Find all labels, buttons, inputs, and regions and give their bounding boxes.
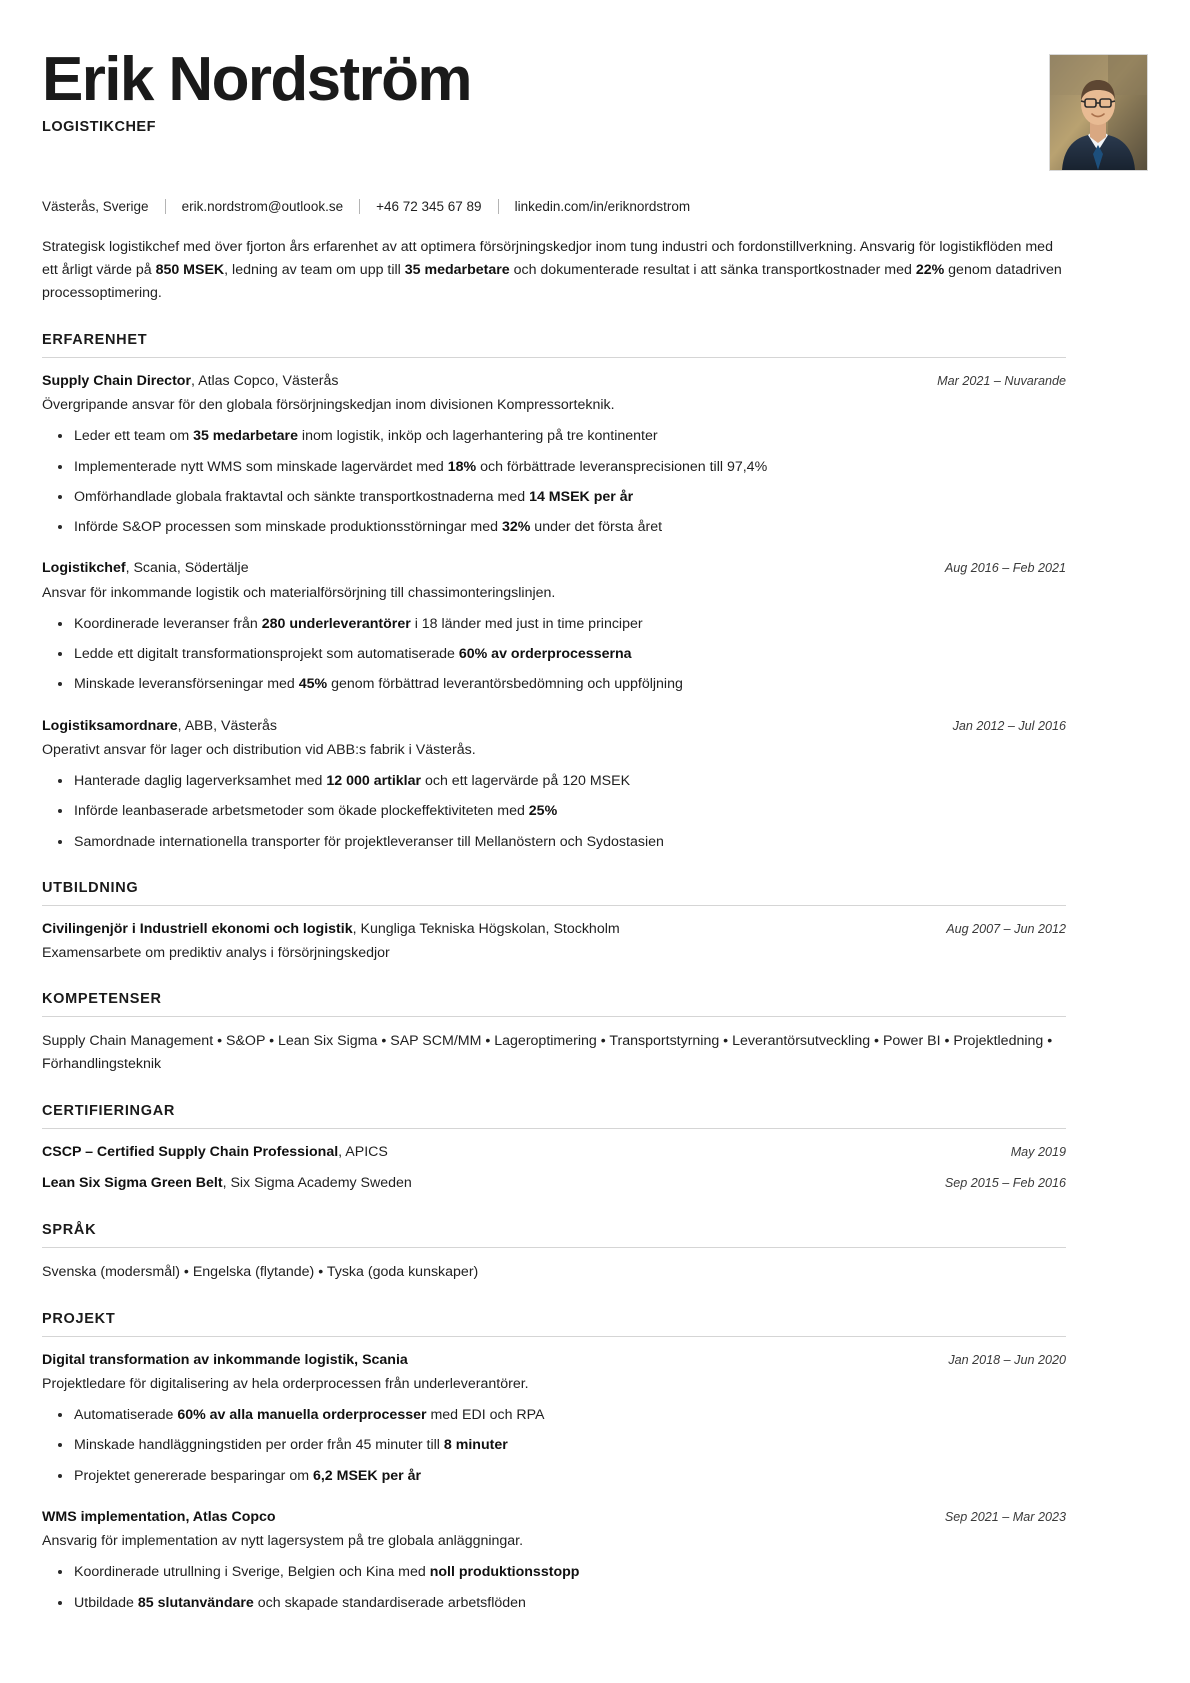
bullet-list	[42, 426, 1066, 538]
project-entry	[42, 1350, 1066, 1487]
entry-heading	[42, 716, 277, 737]
contact-location: Västerås, Sverige	[42, 199, 149, 214]
certifications-list	[42, 1142, 1066, 1195]
bullet-list	[42, 1562, 1066, 1614]
bullet-text: Koordinerade leveranser från	[74, 615, 262, 632]
bullet-text-tail: genom förbättrad leverantörsbedömning och uppföljning	[327, 676, 683, 693]
entry-header-row	[42, 1142, 1066, 1163]
school-name: , Kungliga Tekniska Högskolan, Stockholm	[352, 920, 620, 937]
experience-entry	[42, 558, 1066, 695]
bullet-item	[74, 1562, 1066, 1583]
bullet-highlight: 35 medarbetare	[193, 428, 298, 445]
section-divider	[42, 357, 1066, 358]
bullet-highlight: 85 slutanvändare	[137, 1594, 254, 1611]
bullet-text: Ledde ett digitalt transformationsprojekt som automatiserade	[74, 646, 459, 663]
skills-list: Supply Chain Management • S&OP • Lean Six Sigma • SAP SCM/MM • Lageroptimering • Transportstyrning • Leverantörsutveckling • Power BI • Projektledning • Förhandlingsteknik	[42, 1033, 1053, 1073]
contact-divider	[359, 199, 360, 214]
education-list	[42, 919, 1066, 964]
summary-highlight-1: 850 MSEK	[155, 262, 225, 278]
project-name: WMS implementation, Atlas Copco	[42, 1508, 276, 1525]
bullet-text: Införde S&OP processen som minskade produktionsstörningar med	[74, 519, 502, 536]
bullet-text-tail: och ett lagervärde på 120 MSEK	[421, 772, 631, 789]
bullet-item	[74, 426, 1066, 447]
project-entry	[42, 1507, 1066, 1614]
bullet-text: Omförhandlade globala fraktavtal och sänkte transportkostnaderna med	[74, 488, 530, 505]
education-entry	[42, 919, 1066, 964]
bullet-item	[74, 674, 1066, 695]
entry-header-row	[42, 716, 1066, 737]
section-experience	[42, 332, 1066, 853]
entry-date: Jan 2018 – Jun 2020	[948, 1352, 1066, 1367]
bullet-highlight: 12 000 artiklar	[326, 772, 422, 789]
employer: , Scania, Södertälje	[125, 560, 249, 577]
page-title: Erik Nordström	[42, 45, 471, 114]
bullet-item	[74, 517, 1066, 538]
entry-date: Sep 2015 – Feb 2016	[944, 1176, 1066, 1191]
entry-description: Examensarbete om prediktiv analys i försörjningskedjor	[42, 945, 390, 962]
bullet-item	[74, 801, 1066, 822]
certification-issuer: , Six Sigma Academy Sweden	[222, 1175, 412, 1192]
languages-list: Svenska (modersmål) • Engelska (flytande) • Tyska (goda kunskaper)	[42, 1263, 479, 1280]
bullet-item	[74, 1405, 1066, 1426]
contact-linkedin[interactable]: linkedin.com/in/eriknordstrom	[514, 199, 691, 214]
bullet-text-tail: och förbättrade leveransprecisionen till 97,4%	[476, 458, 768, 475]
section-title-certifications: CERTIFIERINGAR	[42, 1103, 176, 1120]
resume-header	[42, 44, 1066, 171]
section-projects	[42, 1311, 1066, 1614]
bullet-text-tail: med EDI och RPA	[426, 1407, 545, 1424]
bullet-highlight: 25%	[528, 803, 558, 820]
project-name: Digital transformation av inkommande logistik, Scania	[42, 1351, 408, 1368]
bullet-text: Koordinerade utrullning i Sverige, Belgien och Kina med	[74, 1564, 430, 1581]
entry-heading	[42, 558, 249, 579]
employer: , Atlas Copco, Västerås	[191, 373, 339, 389]
section-skills	[42, 991, 1066, 1076]
bullet-text: Minskade leveransförseningar med	[74, 676, 299, 693]
certification-name: Lean Six Sigma Green Belt	[42, 1175, 223, 1192]
bullet-item	[74, 644, 1066, 665]
bullet-highlight: 280 underleverantörer	[261, 615, 411, 632]
section-certifications	[42, 1103, 1066, 1195]
entry-date: Aug 2007 – Jun 2012	[946, 921, 1066, 936]
entry-header-row	[42, 1507, 1066, 1528]
section-divider	[42, 1336, 1066, 1337]
bullet-highlight: 14 MSEK per år	[529, 488, 634, 505]
bullet-text-tail: och skapade standardiserade arbetsflöden	[253, 1594, 526, 1611]
job-role: Logistikchef	[42, 560, 126, 577]
bullet-item	[74, 457, 1066, 478]
bullet-item	[74, 1593, 1066, 1614]
summary-highlight-2: 35 medarbetare	[404, 262, 510, 278]
section-title-experience: ERFARENHET	[42, 332, 148, 348]
contact-divider	[165, 199, 166, 214]
entry-header-row	[42, 1173, 1066, 1194]
degree-name: Civilingenjör i Industriell ekonomi och logistik	[42, 920, 353, 937]
bullet-highlight: 45%	[298, 676, 328, 693]
contact-email[interactable]: erik.nordstrom@outlook.se	[181, 199, 344, 214]
entry-date: Jan 2012 – Jul 2016	[952, 718, 1066, 733]
job-role: Logistiksamordnare	[42, 717, 178, 734]
entry-description: Övergripande ansvar för den globala försörjningskedjan inom divisionen Kompressorteknik.	[42, 397, 615, 414]
entry-heading	[42, 919, 620, 940]
summary-text-2: , ledning av team om upp till	[224, 262, 405, 278]
entry-date: Sep 2021 – Mar 2023	[944, 1509, 1066, 1524]
bullet-text: Implementerade nytt WMS som minskade lagervärdet med	[74, 458, 448, 475]
section-title-projects: PROJEKT	[42, 1310, 116, 1327]
bullet-text: Införde leanbaserade arbetsmetoder som ökade plockeffektiviteten med	[74, 803, 529, 820]
entry-description: Projektledare för digitalisering av hela orderprocessen från underleverantörer.	[42, 1376, 529, 1393]
bullet-item	[74, 832, 1066, 853]
summary-highlight-3: 22%	[915, 262, 945, 278]
bullet-item	[74, 487, 1066, 508]
bullet-list	[42, 614, 1066, 696]
section-divider	[42, 1128, 1066, 1129]
entry-header-row	[42, 919, 1066, 940]
summary-text-1: Strategisk logistikchef med över fjorton års erfarenhet av att optimera försörjningskedjor inom tung industri och fordonstillverkning. Ansvarig för logistikflöden med ett årligt värde på	[42, 239, 1053, 278]
section-title-languages: SPRÅK	[42, 1221, 97, 1238]
bullet-text-tail: i 18 länder med just in time principer	[410, 615, 643, 632]
entry-heading	[42, 1507, 276, 1528]
contact-divider	[498, 199, 499, 214]
entry-heading	[42, 1142, 388, 1163]
section-title-skills: KOMPETENSER	[42, 991, 162, 1008]
section-education	[42, 880, 1066, 964]
bullet-item	[74, 1466, 1066, 1487]
bullet-highlight: noll produktionsstopp	[429, 1564, 580, 1581]
job-role: Supply Chain Director	[42, 373, 191, 389]
bullet-text: Utbildade	[74, 1594, 138, 1611]
section-languages	[42, 1222, 1066, 1284]
bullet-highlight: 6,2 MSEK per år	[312, 1467, 421, 1484]
entry-heading	[42, 1350, 408, 1371]
bullet-text: Projektet genererade besparingar om	[74, 1467, 313, 1484]
entry-heading	[42, 371, 338, 392]
entry-date: Mar 2021 – Nuvarande	[937, 374, 1066, 388]
experience-entry	[42, 716, 1066, 853]
bullet-list	[42, 771, 1066, 853]
bullet-highlight: 60% av orderprocesserna	[458, 646, 632, 663]
bullet-text: Samordnade internationella transporter för projektleveranser till Mellanöstern och Sydostasien	[74, 833, 664, 850]
profile-summary	[42, 236, 1066, 305]
entry-description: Operativt ansvar för lager och distribution vid ABB:s fabrik i Västerås.	[42, 741, 476, 758]
entry-date: May 2019	[1010, 1145, 1066, 1160]
bullet-text-tail: under det första året	[530, 519, 663, 536]
contact-bar	[42, 199, 1066, 214]
section-divider	[42, 1016, 1066, 1017]
section-title-education: UTBILDNING	[42, 879, 139, 896]
bullet-text: Automatiserade	[74, 1407, 178, 1424]
entry-heading	[42, 1173, 412, 1194]
bullet-highlight: 32%	[501, 519, 531, 536]
projects-list	[42, 1350, 1066, 1614]
bullet-highlight: 60% av alla manuella orderprocesser	[177, 1407, 427, 1424]
entry-header-row	[42, 1350, 1066, 1371]
contact-phone[interactable]: +46 72 345 67 89	[376, 199, 482, 214]
summary-text-4: genom datadriven processoptimering.	[42, 262, 1062, 301]
entry-date: Aug 2016 – Feb 2021	[944, 561, 1066, 576]
certification-issuer: , APICS	[338, 1144, 388, 1161]
experience-entry	[42, 371, 1066, 538]
bullet-highlight: 18%	[447, 458, 477, 475]
bullet-highlight: 8 minuter	[443, 1437, 508, 1454]
bullet-text-tail: inom logistik, inköp och lagerhantering på tre kontinenter	[297, 428, 658, 445]
bullet-text: Leder ett team om	[74, 428, 194, 445]
certification-entry	[42, 1142, 1066, 1163]
entry-header-row	[42, 371, 1066, 392]
bullet-text: Hanterade daglig lagerverksamhet med	[74, 772, 327, 789]
entry-header-row	[42, 558, 1066, 579]
portrait-photo-icon	[1050, 55, 1147, 170]
employer: , ABB, Västerås	[177, 717, 277, 734]
entry-description: Ansvarig för implementation av nytt lagersystem på tre globala anläggningar.	[42, 1533, 524, 1550]
summary-text-3: och dokumenterade resultat i att sänka transportkostnader med	[509, 262, 916, 278]
bullet-item	[74, 614, 1066, 635]
bullet-text: Minskade handläggningstiden per order från 45 minuter till	[74, 1437, 444, 1454]
job-title: LOGISTIKCHEF	[42, 119, 156, 136]
section-divider	[42, 1247, 1066, 1248]
bullet-item	[74, 1435, 1066, 1456]
avatar	[1049, 54, 1148, 171]
header-text-block	[42, 44, 1049, 135]
bullet-list	[42, 1405, 1066, 1487]
certification-name: CSCP – Certified Supply Chain Professional	[42, 1144, 339, 1161]
bullet-item	[74, 771, 1066, 792]
experience-list	[42, 371, 1066, 853]
entry-description: Ansvar för inkommande logistik och materialförsörjning till chassimonteringslinjen.	[42, 584, 556, 601]
section-divider	[42, 905, 1066, 906]
certification-entry	[42, 1173, 1066, 1194]
